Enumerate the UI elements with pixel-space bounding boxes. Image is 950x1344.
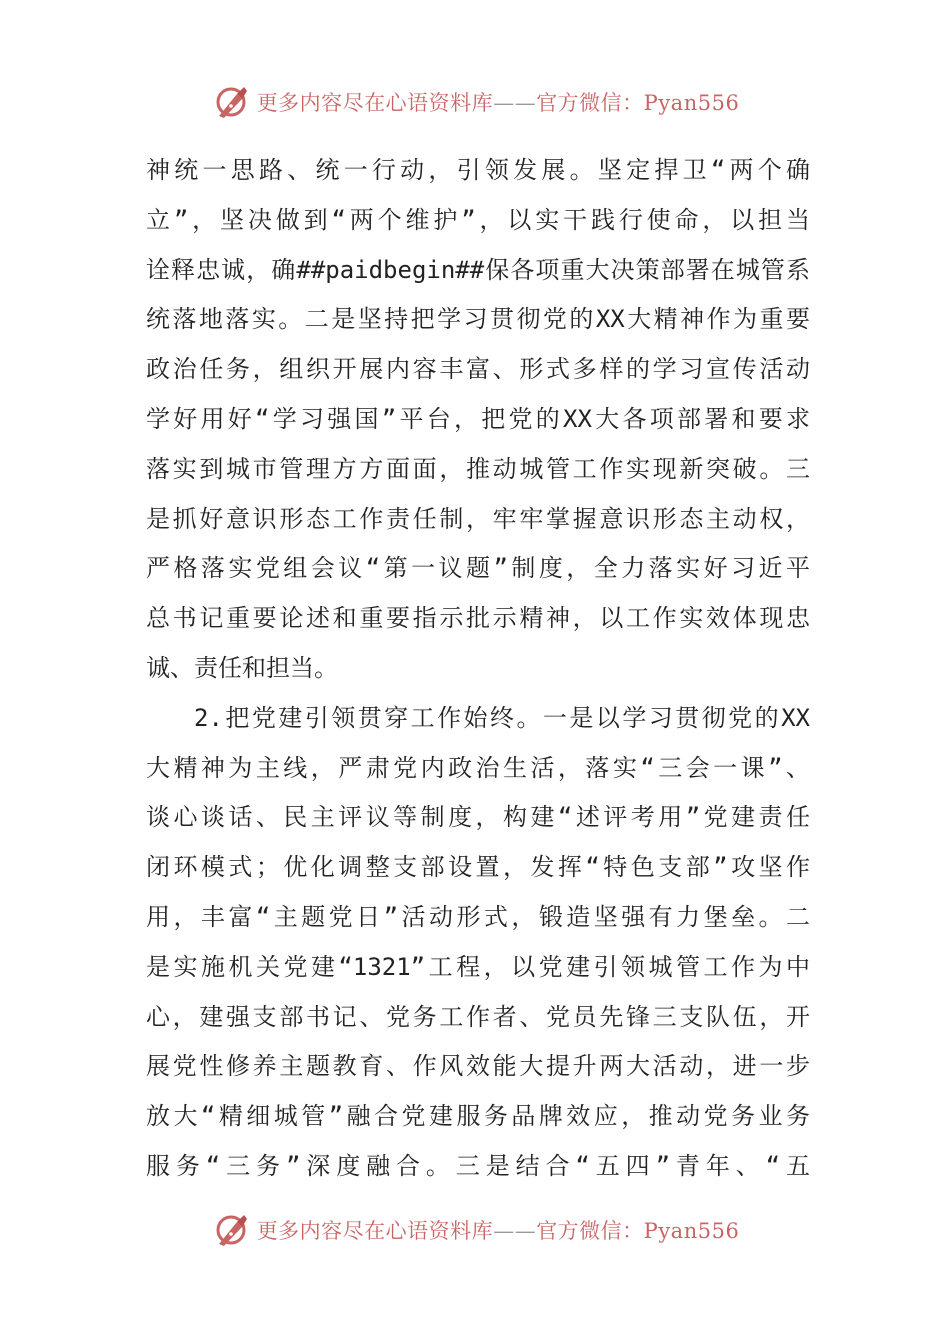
header-banner-text <box>257 87 740 117</box>
footer-dash: —— <box>493 1219 537 1243</box>
text-line: 展党性修养主题教育、作风效能大提升两大活动，进一步 <box>146 1052 810 1081</box>
text-line: 谈心谈话、民主评议等制度，构建“述评考用”党建责任 <box>146 803 810 832</box>
text-line: 落实到城市管理方方面面，推动城管工作实现新突破。三 <box>146 454 810 483</box>
text-line: 是抓好意识形态工作责任制，牢牢掌握意识形态主动权， <box>146 504 810 533</box>
text-line: 服务“三务”深度融合。三是结合“五四”青年、“五 <box>146 1151 810 1180</box>
text-line: 是实施机关党建“1321”工程，以党建引领城管工作为中 <box>146 952 810 981</box>
header-wechat-text: 官方微信：Pyan556 <box>536 91 740 115</box>
text-line: 闭环模式；优化调整支部设置，发挥“特色支部”攻坚作 <box>146 853 810 882</box>
pen-nib-circle-icon <box>211 82 251 122</box>
document-body <box>146 146 810 1192</box>
footer-site-text: 更多内容尽在心语资料库 <box>256 1219 494 1243</box>
paragraph-2 <box>146 694 810 1192</box>
header-dash: —— <box>493 91 537 115</box>
pen-nib-circle-icon <box>211 1210 251 1250</box>
paragraph-1 <box>146 146 810 694</box>
footer-wechat-text: 官方微信：Pyan556 <box>536 1219 740 1243</box>
footer-banner-text <box>257 1215 740 1245</box>
header-banner <box>0 80 950 124</box>
text-line: 立”，坚决做到“两个维护”，以实干践行使命，以担当 <box>146 205 810 234</box>
text-line: 学好用好“学习强国”平台，把党的XX大各项部署和要求 <box>146 404 810 433</box>
text-line: 放大“精细城管”融合党建服务品牌效应，推动党务业务 <box>146 1102 810 1131</box>
text-line: 政治任务，组织开展内容丰富、形式多样的学习宣传活动 <box>146 355 810 384</box>
text-line: 心，建强支部书记、党务工作者、党员先锋三支队伍，开 <box>146 1002 810 1031</box>
text-line: 神统一思路、统一行动，引领发展。坚定捍卫“两个确 <box>146 156 810 184</box>
text-line: 诠释忠诚，确##paidbegin##保各项重大决策部署在城管系 <box>146 255 810 284</box>
text-line: 总书记重要论述和重要指示批示精神，以工作实效体现忠 <box>146 604 810 633</box>
text-line: 大精神为主线，严肃党内政治生活，落实“三会一课”、 <box>146 753 810 782</box>
text-line: 诚、责任和担当。 <box>146 653 338 682</box>
text-line: 用，丰富“主题党日”活动形式，锻造坚强有力堡垒。二 <box>146 902 810 931</box>
footer-banner <box>0 1208 950 1252</box>
text-line: 2.把党建引领贯穿工作始终。一是以学习贯彻党的XX <box>194 703 810 732</box>
text-line: 严格落实党组会议“第一议题”制度，全力落实好习近平 <box>146 554 810 583</box>
text-line: 统落地落实。二是坚持把学习贯彻党的XX大精神作为重要 <box>146 305 810 334</box>
header-site-text: 更多内容尽在心语资料库 <box>256 91 494 115</box>
